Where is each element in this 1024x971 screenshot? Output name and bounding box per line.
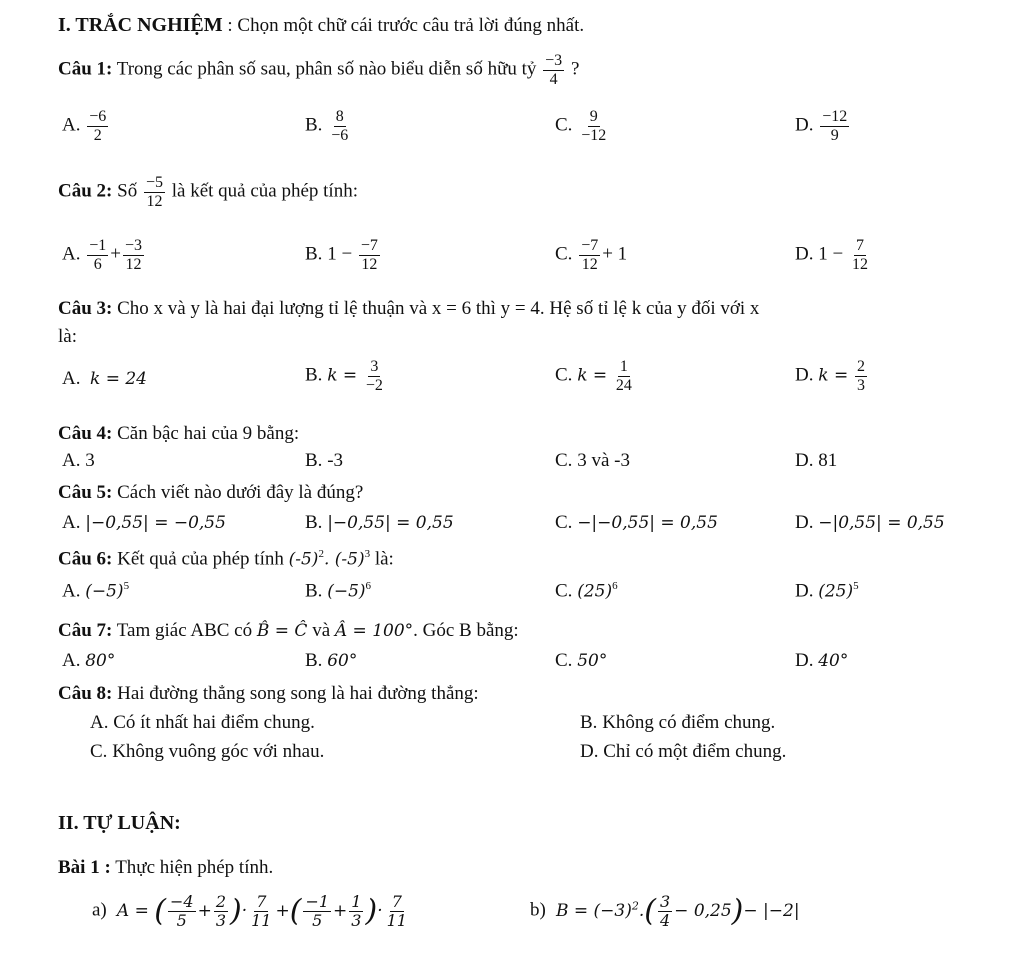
q5-option-d[interactable]: D. −|0,55| = 0,55 bbox=[795, 512, 945, 533]
question-6-label: Câu 6: bbox=[58, 548, 113, 570]
question-8-label: Câu 8: bbox=[58, 683, 113, 704]
q8-option-a[interactable]: A. Có ít nhất hai điểm chung. bbox=[90, 712, 315, 733]
section-1-title: I. TRẮC NGHIỆM bbox=[58, 14, 223, 36]
question-4-text: Căn bậc hai của 9 bằng: bbox=[112, 423, 300, 444]
q2-option-a[interactable]: A. $\frac{-1}{6}$ + $\frac{-3}{12}$ bbox=[62, 237, 143, 273]
q2-option-b[interactable]: B. 1 − $\frac{-7}{12}$ bbox=[305, 237, 378, 273]
q4-option-d[interactable]: D. 81 bbox=[795, 450, 838, 471]
exercise-1b: b) $B = (-3)^2$.( $\frac{3}{4}$ − 0,25)− |−2| bbox=[530, 892, 800, 930]
question-6: Câu 6: Kết quả của phép tính $(-5)^2$. $(-5)^3$ là: bbox=[58, 548, 394, 570]
q8-option-b[interactable]: B. Không có điểm chung. bbox=[580, 712, 776, 733]
question-3 bbox=[58, 298, 1024, 320]
q2-option-d[interactable]: D. 1 − $\frac{7}{12}$ bbox=[795, 237, 868, 273]
question-3-label: Câu 3: bbox=[58, 298, 113, 319]
question-1-text: Trong các phân số sau, phân số nào biểu diễn số hữu tỷ bbox=[112, 58, 542, 80]
question-1 bbox=[58, 52, 1024, 88]
q2-option-c[interactable]: C. $\frac{-7}{12}$ + 1 bbox=[555, 237, 628, 273]
q5-option-c[interactable]: C. −|−0,55| = 0,55 bbox=[555, 512, 718, 533]
question-2-fraction: $\frac{-5}{12}$ bbox=[145, 174, 163, 210]
fraction-denominator: 4 bbox=[549, 70, 558, 88]
question-5-text: Cách viết nào dưới đây là đúng? bbox=[112, 482, 364, 503]
question-1-tail: ? bbox=[566, 58, 580, 80]
question-7: Câu 7: Tam giác ABC có B̂ = Ĉ và Â = 100°. Góc B bằng: bbox=[58, 620, 519, 641]
exercise-1a-expression: A = ( $\frac{-4}{5}$ + $\frac{2}{3}$ )· $\frac{7}{11}$ +( $\frac{-1}{5}$ + $\frac{1}{3}$ )· $\frac{7}{11}$ bbox=[111, 892, 407, 930]
question-4-label: Câu 4: bbox=[58, 423, 113, 444]
q4-option-b[interactable]: B. -3 bbox=[305, 450, 344, 471]
q3-option-b[interactable]: B. k = $\frac{3}{-2}$ bbox=[305, 358, 383, 394]
q7-option-d[interactable]: D. 40° bbox=[795, 650, 849, 671]
q1-option-a[interactable]: A. $\frac{-6}{2}$ bbox=[62, 108, 107, 144]
q8-option-d[interactable]: D. Chỉ có một điểm chung. bbox=[580, 741, 787, 762]
q4-option-c[interactable]: C. 3 và -3 bbox=[555, 450, 630, 471]
q1-option-b[interactable]: B. $\frac{8}{-6}$ bbox=[305, 108, 349, 144]
q1-option-c[interactable]: C. $\frac{9}{-12}$ bbox=[555, 108, 607, 144]
q6-option-b[interactable]: B. $(-5)^6$ bbox=[305, 580, 372, 602]
section-1-heading bbox=[58, 14, 1024, 37]
q5-option-b[interactable]: B. |−0,55| = 0,55 bbox=[305, 512, 454, 533]
question-5-label: Câu 5: bbox=[58, 482, 113, 503]
q6-option-c[interactable]: C. $(25)^6$ bbox=[555, 580, 618, 602]
q5-option-a[interactable]: A. |−0,55| = −0,55 bbox=[62, 512, 226, 533]
q7-option-c[interactable]: C. 50° bbox=[555, 650, 608, 671]
q1-option-d[interactable]: D. $\frac{-12}{9}$ bbox=[795, 108, 848, 144]
exercise-1b-expression: $B = (-3)^2$.( $\frac{3}{4}$ − 0,25)− |−2| bbox=[550, 892, 800, 930]
fraction-numerator: −3 bbox=[545, 52, 563, 69]
question-8 bbox=[58, 683, 1024, 705]
question-1-fraction bbox=[543, 52, 564, 88]
question-7-label: Câu 7: bbox=[58, 620, 113, 641]
question-3-text-cont: là: bbox=[58, 326, 77, 347]
question-2-text: là kết quả của phép tính: bbox=[166, 180, 358, 202]
exercise-1a: a) A = ( $\frac{-4}{5}$ + $\frac{2}{3}$ )· $\frac{7}{11}$ +( $\frac{-1}{5}$ + $\frac{1}{3}$ )· $\frac{7}{11}$ bbox=[92, 893, 1024, 929]
q3-option-a[interactable]: A. k = 24 bbox=[62, 368, 147, 389]
question-4 bbox=[58, 423, 1024, 445]
q8-option-c[interactable]: C. Không vuông góc với nhau. bbox=[90, 741, 325, 762]
question-2: Câu 2: Số $\frac{-5}{12}$ là kết quả của phép tính: bbox=[58, 174, 358, 210]
q4-option-a[interactable]: A. 3 bbox=[62, 450, 95, 471]
question-3-text: Cho x và y là hai đại lượng tỉ lệ thuận và x = 6 thì y = 4. Hệ số tỉ lệ k của y đối với x bbox=[112, 298, 760, 319]
q7-option-a[interactable]: A. 80° bbox=[62, 650, 116, 671]
q3-option-d[interactable]: D. k = $\frac{2}{3}$ bbox=[795, 358, 865, 394]
question-5 bbox=[58, 482, 1024, 504]
exercise-1-label: Bài 1 : bbox=[58, 857, 111, 878]
exercise-1 bbox=[58, 857, 1024, 879]
section-1-instruction: : Chọn một chữ cái trước câu trả lời đúng nhất. bbox=[222, 15, 585, 36]
q6-option-a[interactable]: A. $(-5)^5$ bbox=[62, 580, 130, 602]
question-2-label: Câu 2: bbox=[58, 180, 113, 202]
q6-option-d[interactable]: D. $(25)^5$ bbox=[795, 580, 859, 602]
q7-option-b[interactable]: B. 60° bbox=[305, 650, 358, 671]
q3-option-c[interactable]: C. k = $\frac{1}{24}$ bbox=[555, 358, 632, 394]
question-8-text: Hai đường thẳng song song là hai đường thẳng: bbox=[112, 683, 479, 704]
exercise-1-text: Thực hiện phép tính. bbox=[110, 857, 274, 878]
question-1-label: Câu 1: bbox=[58, 58, 113, 80]
section-2-title: II. TỰ LUẬN: bbox=[58, 812, 181, 834]
